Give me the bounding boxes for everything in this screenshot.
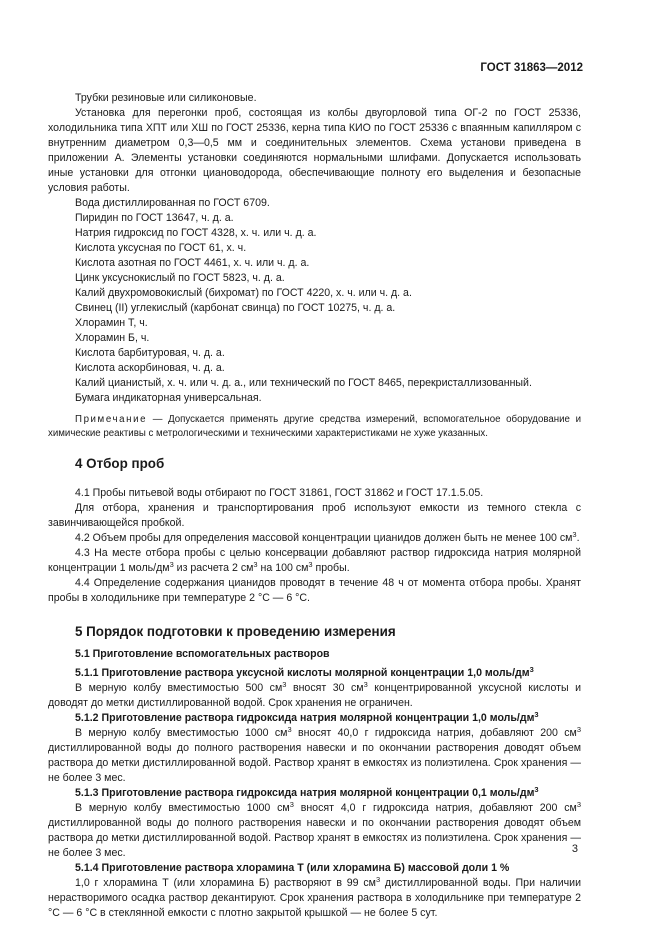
text-run: В мерную колбу вместимостью 1000 см xyxy=(75,802,290,814)
text-run: 5.1.2 Приготовление раствора гидроксида натрия молярной концентрации 1,0 моль/дм xyxy=(75,712,535,724)
reagent-item: Трубки резиновые или силиконовые. xyxy=(75,92,257,104)
page-number: 3 xyxy=(571,843,578,855)
text-run: 4.3 На месте отбора пробы с целью консервации добавляют раствор гидроксида натрия молярной концентрации 1 моль/дм xyxy=(48,547,581,574)
text-run: дистиллированной воды до полного растворения навески и по окончании растворения доводят объем раствора до метки дистиллированной водой. Раствор хранят в емкостях из полиэтилена. Срок хранения — не более 3 мес. xyxy=(48,742,581,784)
paragraph-4-4: 4.4 Определение содержания цианидов проводят в течение 48 ч от момента отбора пробы. Хранят пробы в холодильнике при температуре 2 °С — 6 °С. xyxy=(48,577,581,604)
text-run: 4.2 Объем пробы для определения массовой концентрации цианидов должен быть не менее 100 см xyxy=(75,532,573,544)
paragraph-5-1-1 xyxy=(48,681,581,711)
reagent-item: Свинец (II) углекислый (карбонат свинца) по ГОСТ 10275, ч. д. а. xyxy=(75,302,396,314)
text-run: В мерную колбу вместимостью 500 см xyxy=(75,682,283,694)
note-label: Примечание xyxy=(75,414,148,425)
subsection-5-1-4-heading: 5.1.4 Приготовление раствора хлорамина Т (или хлорамина Б) массовой доли 1 % xyxy=(75,862,510,874)
text-run: вносят 30 см xyxy=(286,682,364,694)
reagents-list xyxy=(48,91,581,406)
subsection-5-1-2-heading xyxy=(48,711,581,726)
reagent-item: Хлорамин Б, ч. xyxy=(75,332,150,344)
section-4-heading: 4 Отбор проб xyxy=(75,456,165,471)
text-run: В мерную колбу вместимостью 1000 см xyxy=(75,727,288,739)
reagent-item: Кислота аскорбиновая, ч. д. а. xyxy=(75,362,225,374)
superscript: 3 xyxy=(572,530,577,539)
text-run: концентрированной уксусной кислоты и доводят до метки дистиллированной водой. Срок хранения не ограничен. xyxy=(48,682,582,709)
text-run: вносят 4,0 г гидроксида натрия, добавляют 200 см xyxy=(293,802,577,814)
text-run: дистиллированной воды до полного растворения навески и по окончании растворения доводят объем раствора до метки дистиллированной водой. Раствор хранят в емкостях из полиэтилена. Срок хранения — не более 3 мес. xyxy=(48,817,581,859)
text-run: 5.1.3 Приготовление раствора гидроксида натрия молярной концентрации 0,1 моль/дм xyxy=(75,787,535,799)
paragraph-5-1-4 xyxy=(48,876,581,921)
text-run: дистиллированной воды. При наличии нерастворимого осадка раствор декантируют. Срок хранения раствора в холодильнике при температуре 2 °С — 6 °С в стеклянной емкости с плотно закрытой крышкой — не более 5 сут. xyxy=(48,877,581,919)
text-run: 1,0 г хлорамина Т (или хлорамина Б) растворяют в 99 см xyxy=(75,877,376,889)
text-run: вносят 40,0 г гидроксида натрия, добавляют 200 см xyxy=(291,727,577,739)
paragraph-4-1-cont: Для отбора, хранения и транспортирования проб используют емкости из темного стекла с завинчивающейся пробкой. xyxy=(48,502,581,529)
paragraph-4-2 xyxy=(48,531,581,546)
superscript: 3 xyxy=(169,560,174,569)
superscript: 3 xyxy=(534,785,539,794)
text-run: пробы. xyxy=(312,562,350,574)
text-run: на 100 см xyxy=(257,562,309,574)
paragraph-4-3 xyxy=(48,546,581,576)
superscript: 3 xyxy=(253,560,258,569)
reagent-item: Вода дистиллированная по ГОСТ 6709. xyxy=(75,197,270,209)
page-content xyxy=(48,91,581,921)
reagent-item: Бумага индикаторная универсальная. xyxy=(75,392,262,404)
standard-header: ГОСТ 31863—2012 xyxy=(480,62,583,74)
superscript: 3 xyxy=(534,710,539,719)
subsection-5-1-3-heading xyxy=(48,786,581,801)
reagent-item: Кислота азотная по ГОСТ 4461, х. ч. или ч. д. а. xyxy=(75,257,310,269)
text-run: . xyxy=(576,532,580,544)
subsection-5-1-heading: 5.1 Приготовление вспомогательных растворов xyxy=(75,648,330,660)
paragraph-5-1-2 xyxy=(48,726,581,786)
superscript: 3 xyxy=(289,800,294,809)
superscript: 3 xyxy=(282,680,287,689)
reagent-item: Калий двухромовокислый (бихромат) по ГОСТ 4220, х. ч. или ч. д. а. xyxy=(75,287,412,299)
superscript: 3 xyxy=(375,875,381,884)
paragraph-4-1: 4.1 Пробы питьевой воды отбирают по ГОСТ 31861, ГОСТ 31862 и ГОСТ 17.1.5.05. xyxy=(75,487,484,499)
text-run: из расчета 2 см xyxy=(173,562,254,574)
reagent-item: Цинк уксуснокислый по ГОСТ 5823, ч. д. а. xyxy=(75,272,285,284)
subsection-5-1-1-heading xyxy=(48,666,581,681)
reagent-item: Кислота барбитуровая, ч. д. а. xyxy=(75,347,225,359)
section-5-heading: 5 Порядок подготовки к проведению измерения xyxy=(75,624,396,639)
paragraph-5-1-3 xyxy=(48,801,581,861)
reagent-item: Хлорамин Т, ч. xyxy=(75,317,148,329)
superscript: 3 xyxy=(363,680,368,689)
reagent-item: Кислота уксусная по ГОСТ 61, х. ч. xyxy=(75,242,247,254)
reagent-item: Пиридин по ГОСТ 13647, ч. д. а. xyxy=(75,212,234,224)
reagent-item: Установка для перегонки проб, состоящая из колбы двугорловой типа ОГ-2 по ГОСТ 25336, холодильника типа ХПТ или ХШ по ГОСТ 25336, керна типа КИО по ГОСТ 25336 с впаянным капилляром с внутренним диаметром 0,3—0,5 мм и соединительных элементов. Схема установи приведена в приложении А. Элементы установки соединяются нормальными шлифами. Допускается использовать иные установки для отгонки циановодорода, обеспечивающие полноту его выделения и безопасные условия работы. xyxy=(48,107,581,194)
superscript: 3 xyxy=(308,560,313,569)
note-text: — Допускается применять другие средства измерений, вспомогательное оборудование и химические реактивы с метрологическими и техническими характеристиками не хуже указанных. xyxy=(48,414,581,439)
superscript: 3 xyxy=(529,665,534,674)
reagent-item: Натрия гидроксид по ГОСТ 4328, х. ч. или ч. д. а. xyxy=(75,227,317,239)
superscript: 3 xyxy=(576,725,581,734)
superscript: 3 xyxy=(576,800,581,809)
text-run: 5.1.1 Приготовление раствора уксусной кислоты молярной концентрации 1,0 моль/дм xyxy=(75,667,530,679)
superscript: 3 xyxy=(287,725,292,734)
note-paragraph xyxy=(48,413,581,440)
reagent-item: Калий цианистый, х. ч. или ч. д. а., или технический по ГОСТ 8465, перекристаллизованный. xyxy=(75,377,532,389)
